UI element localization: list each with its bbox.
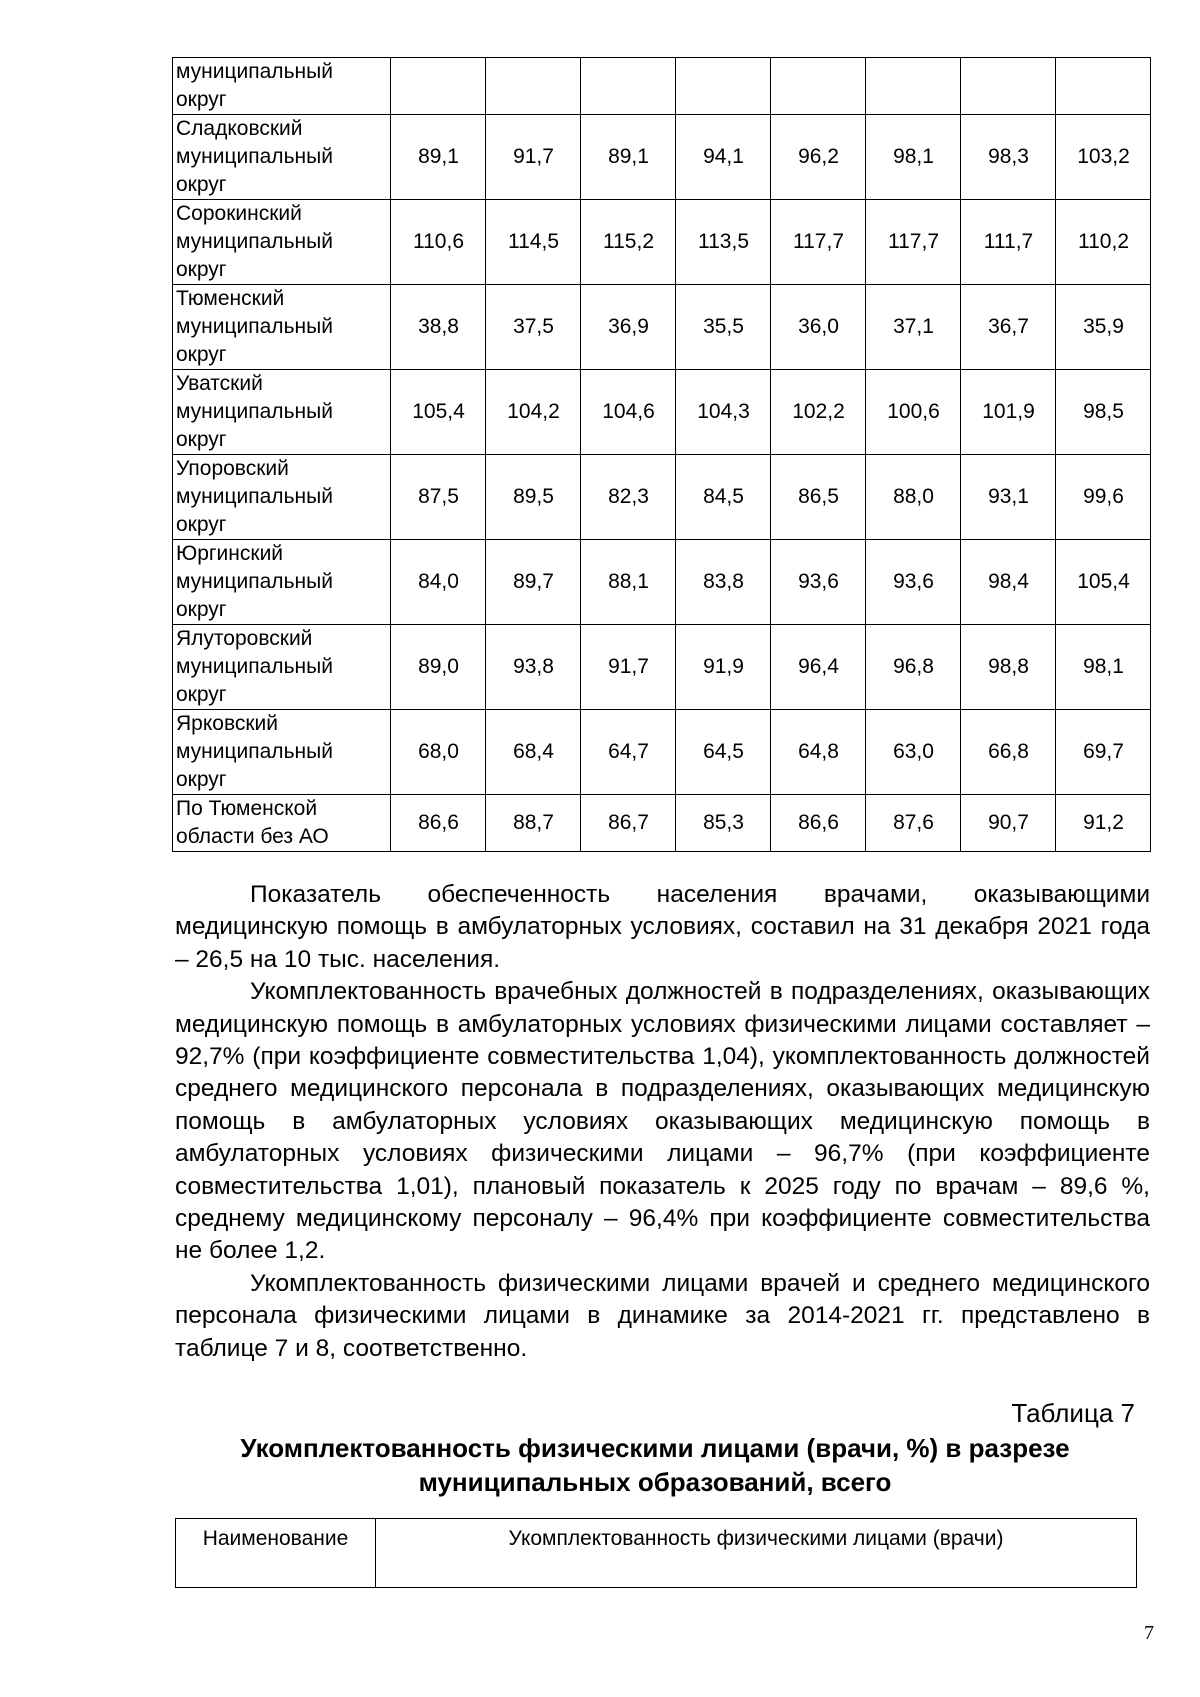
value-cell: 98,8 <box>961 625 1056 710</box>
district-name: Уватский муниципальный округ <box>173 370 391 455</box>
table-title: Укомплектованность физическими лицами (врачи, %) в разрезе муниципальных образований, всего <box>240 1433 1070 1497</box>
value-cell: 91,7 <box>486 115 581 200</box>
value-cell: 104,3 <box>676 370 771 455</box>
table-row <box>173 370 1151 455</box>
value-cell: 85,3 <box>676 795 771 852</box>
district-name: Ялуторовский муниципальный округ <box>173 625 391 710</box>
value-cell: 115,2 <box>581 200 676 285</box>
value-cell-empty <box>581 58 676 115</box>
paragraph-doctor-availability: Показатель обеспеченность населения врачами, оказывающими медицинскую помощь в амбулаторных условиях, составил на 31 декабря 2021 года – 26,5 на 10 тыс. населения. <box>175 881 1150 973</box>
value-cell: 84,5 <box>676 455 771 540</box>
value-cell: 93,6 <box>771 540 866 625</box>
table-row <box>173 710 1151 795</box>
value-cell: 86,7 <box>581 795 676 852</box>
table-row <box>173 200 1151 285</box>
value-cell: 94,1 <box>676 115 771 200</box>
page-number: 7 <box>1144 1622 1154 1644</box>
value-cell: 89,0 <box>391 625 486 710</box>
value-cell: 37,5 <box>486 285 581 370</box>
district-name: Сладковский муниципальный округ <box>173 115 391 200</box>
value-cell: 98,3 <box>961 115 1056 200</box>
value-cell: 113,5 <box>676 200 771 285</box>
value-cell: 111,7 <box>961 200 1056 285</box>
value-cell: 89,7 <box>486 540 581 625</box>
value-cell: 64,8 <box>771 710 866 795</box>
value-cell: 110,6 <box>391 200 486 285</box>
district-data-table <box>172 57 1151 852</box>
table-row-total <box>173 795 1151 852</box>
value-cell: 98,1 <box>1056 625 1151 710</box>
value-cell-empty <box>866 58 961 115</box>
value-cell: 93,6 <box>866 540 961 625</box>
value-cell: 36,7 <box>961 285 1056 370</box>
value-cell: 105,4 <box>1056 540 1151 625</box>
value-cell: 91,7 <box>581 625 676 710</box>
value-cell: 98,4 <box>961 540 1056 625</box>
value-cell: 68,4 <box>486 710 581 795</box>
value-cell: 37,1 <box>866 285 961 370</box>
value-cell: 98,1 <box>866 115 961 200</box>
district-name: Юргинский муниципальный округ <box>173 540 391 625</box>
table-row <box>173 455 1151 540</box>
value-cell-empty <box>1056 58 1151 115</box>
paragraph-staffing-rates: Укомплектованность врачебных должностей в подразделениях, оказывающих медицинскую помощь в амбулаторных условиях физическими лицами составляет –92,7% (при коэффициенте совместительства 1,04), укомплектованность должностей среднего медицинского персонала в подразделениях, оказывающих медицинскую помощь в амбулаторных условиях оказывающих медицинскую помощь в амбулаторных условиях физическими лицами – 96,7% (при коэффициенте совместительства 1,01), плановый показатель к 2025 году по врачам – 89,6 %, среднему медицинскому персоналу – 96,4% при коэффициенте совместительства не более 1,2. <box>175 978 1150 1265</box>
table-row <box>173 115 1151 200</box>
value-cell: 35,5 <box>676 285 771 370</box>
value-cell: 100,6 <box>866 370 961 455</box>
value-cell: 86,6 <box>771 795 866 852</box>
value-cell: 38,8 <box>391 285 486 370</box>
table-row <box>173 625 1151 710</box>
value-cell: 117,7 <box>866 200 961 285</box>
district-name: Тюменский муниципальный округ <box>173 285 391 370</box>
value-cell: 36,9 <box>581 285 676 370</box>
value-cell: 117,7 <box>771 200 866 285</box>
value-cell: 68,0 <box>391 710 486 795</box>
table-number-label: Таблица 7 <box>1011 1398 1135 1428</box>
district-name: Сорокинский муниципальный округ <box>173 200 391 285</box>
value-cell: 102,2 <box>771 370 866 455</box>
district-table-body <box>173 58 1151 852</box>
value-cell: 88,7 <box>486 795 581 852</box>
paragraph-table-reference: Укомплектованность физическими лицами врачей и среднего медицинского персонала физическими лицами в динамике за 2014-2021 гг. представлено в таблице 7 и 8, соответственно. <box>175 1269 1150 1362</box>
header-cell-name: Наименование <box>176 1519 376 1588</box>
value-cell: 64,7 <box>581 710 676 795</box>
value-cell: 104,2 <box>486 370 581 455</box>
body-text <box>175 879 1150 1365</box>
value-cell: 93,1 <box>961 455 1056 540</box>
value-cell: 86,6 <box>391 795 486 852</box>
table7-header-row <box>176 1519 1137 1588</box>
value-cell: 84,0 <box>391 540 486 625</box>
value-cell: 114,5 <box>486 200 581 285</box>
value-cell-empty <box>676 58 771 115</box>
value-cell: 64,5 <box>676 710 771 795</box>
value-cell: 69,7 <box>1056 710 1151 795</box>
value-cell: 96,4 <box>771 625 866 710</box>
value-cell: 35,9 <box>1056 285 1151 370</box>
value-cell: 90,7 <box>961 795 1056 852</box>
value-cell-empty <box>771 58 866 115</box>
district-name: Ярковский муниципальный округ <box>173 710 391 795</box>
value-cell: 89,1 <box>391 115 486 200</box>
value-cell-empty <box>391 58 486 115</box>
value-cell: 89,5 <box>486 455 581 540</box>
table7-header-table <box>175 1518 1137 1588</box>
value-cell: 110,2 <box>1056 200 1151 285</box>
value-cell: 88,1 <box>581 540 676 625</box>
value-cell: 66,8 <box>961 710 1056 795</box>
value-cell: 96,8 <box>866 625 961 710</box>
district-name: По Тюменской области без АО <box>173 795 391 852</box>
value-cell: 86,5 <box>771 455 866 540</box>
value-cell: 63,0 <box>866 710 961 795</box>
value-cell: 103,2 <box>1056 115 1151 200</box>
value-cell: 93,8 <box>486 625 581 710</box>
value-cell: 87,6 <box>866 795 961 852</box>
district-name: муниципальный округ <box>173 58 391 115</box>
value-cell: 88,0 <box>866 455 961 540</box>
value-cell-empty <box>961 58 1056 115</box>
value-cell: 98,5 <box>1056 370 1151 455</box>
table-row-continued <box>173 58 1151 115</box>
header-cell-value: Укомплектованность физическими лицами (врачи) <box>376 1519 1137 1588</box>
value-cell: 36,0 <box>771 285 866 370</box>
table-row <box>173 285 1151 370</box>
value-cell: 83,8 <box>676 540 771 625</box>
value-cell: 104,6 <box>581 370 676 455</box>
value-cell: 87,5 <box>391 455 486 540</box>
value-cell: 96,2 <box>771 115 866 200</box>
value-cell: 105,4 <box>391 370 486 455</box>
district-name: Упоровский муниципальный округ <box>173 455 391 540</box>
value-cell: 82,3 <box>581 455 676 540</box>
value-cell-empty <box>486 58 581 115</box>
value-cell: 91,9 <box>676 625 771 710</box>
value-cell: 99,6 <box>1056 455 1151 540</box>
value-cell: 91,2 <box>1056 795 1151 852</box>
value-cell: 89,1 <box>581 115 676 200</box>
table-row <box>173 540 1151 625</box>
value-cell: 101,9 <box>961 370 1056 455</box>
